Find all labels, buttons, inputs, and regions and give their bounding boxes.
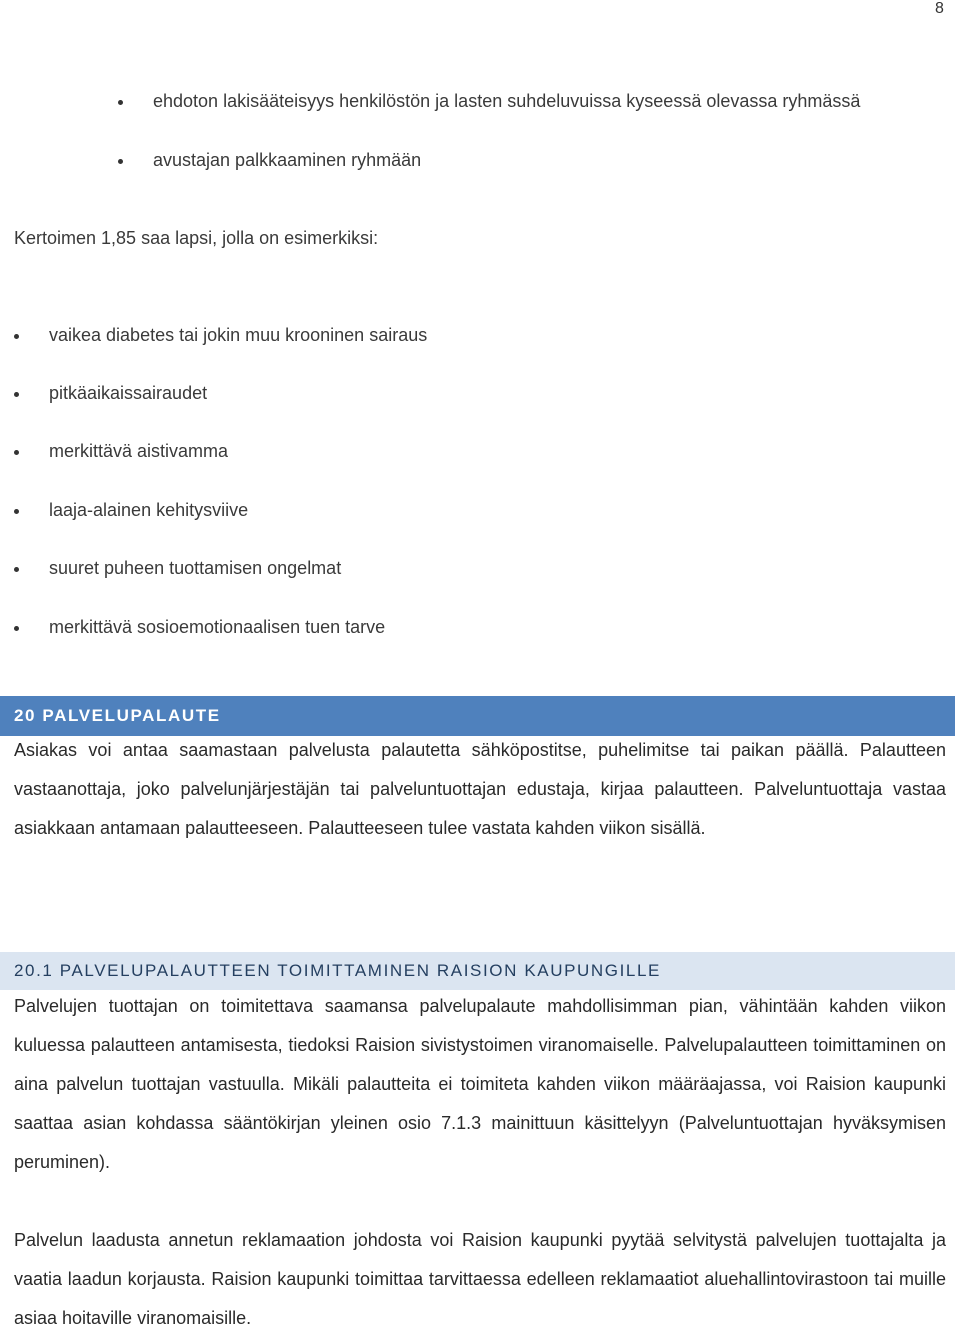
list-item-text: merkittävä aistivamma	[49, 441, 229, 461]
list-item-text: pitkäaikaissairaudet	[49, 383, 208, 403]
bullet-icon	[118, 100, 123, 105]
list-item-text: vaikea diabetes tai jokin muu krooninen sairaus	[49, 325, 428, 345]
list-item-text: suuret puheen tuottamisen ongelmat	[49, 558, 342, 578]
section-paragraph: Asiakas voi antaa saamastaan palvelusta palautetta sähköpostitse, puhelimitse tai paikan päällä. Palautteen vastaanottaja, joko palvelunjärjestäjän tai palveluntuottajan edustaja, kirjaa palautteen. Palveluntuottaja vastaa asiakkaan antamaan palautteeseen. Palautteeseen tulee vastata kahden viikon sisällä.	[14, 740, 946, 838]
list-item-text: laaja-alainen kehitysviive	[49, 500, 249, 520]
bullet-icon	[14, 334, 19, 339]
bullet-icon	[14, 509, 19, 514]
intro-text: Kertoimen 1,85 saa lapsi, jolla on esimerkiksi:	[14, 228, 379, 248]
list-item-text: ehdoton lakisääteisyys henkilöstön ja lasten suhdeluvuissa kyseessä olevassa ryhmässä	[153, 91, 861, 111]
bullet-icon	[118, 159, 123, 164]
bullet-icon	[14, 392, 19, 397]
page-number: 8	[935, 0, 944, 17]
section-paragraph: Palvelujen tuottajan on toimitettava saamansa palvelupalaute mahdollisimman pian, vähintään kahden viikon kuluessa palautteen antamisesta, tiedoksi Raision sivistystoimen viranomaiselle. Palvelupalautteen toimittaminen on aina palvelun tuottajan vastuulla. Mikäli palautteita ei toimiteta kahden viikon määräajassa, voi Raision kaupunki saattaa asian kohdassa sääntökirjan yleinen osio 7.1.3 mainittuun käsittelyyn (Palveluntuottajan hyväksymisen peruminen).	[14, 996, 946, 1172]
bullet-icon	[14, 567, 19, 572]
section-heading: 20 PALVELUPALAUTE	[14, 706, 221, 725]
section-paragraph: Palvelun laadusta annetun reklamaation johdosta voi Raision kaupunki pyytää selvitystä palvelujen tuottajalta ja vaatia laadun korjausta. Raision kaupunki toimittaa tarvittaessa edelleen reklamaatiot aluehallintovirastoon tai muille asiaa hoitaville viranomaisille.	[14, 1230, 946, 1328]
list-item-text: merkittävä sosioemotionaalisen tuen tarve	[49, 617, 386, 637]
bullet-icon	[14, 626, 19, 631]
subsection-heading: 20.1 PALVELUPALAUTTEEN TOIMITTAMINEN RAISION KAUPUNGILLE	[14, 961, 661, 980]
bullet-icon	[14, 450, 19, 455]
list-item-text: avustajan palkkaaminen ryhmään	[153, 150, 422, 170]
